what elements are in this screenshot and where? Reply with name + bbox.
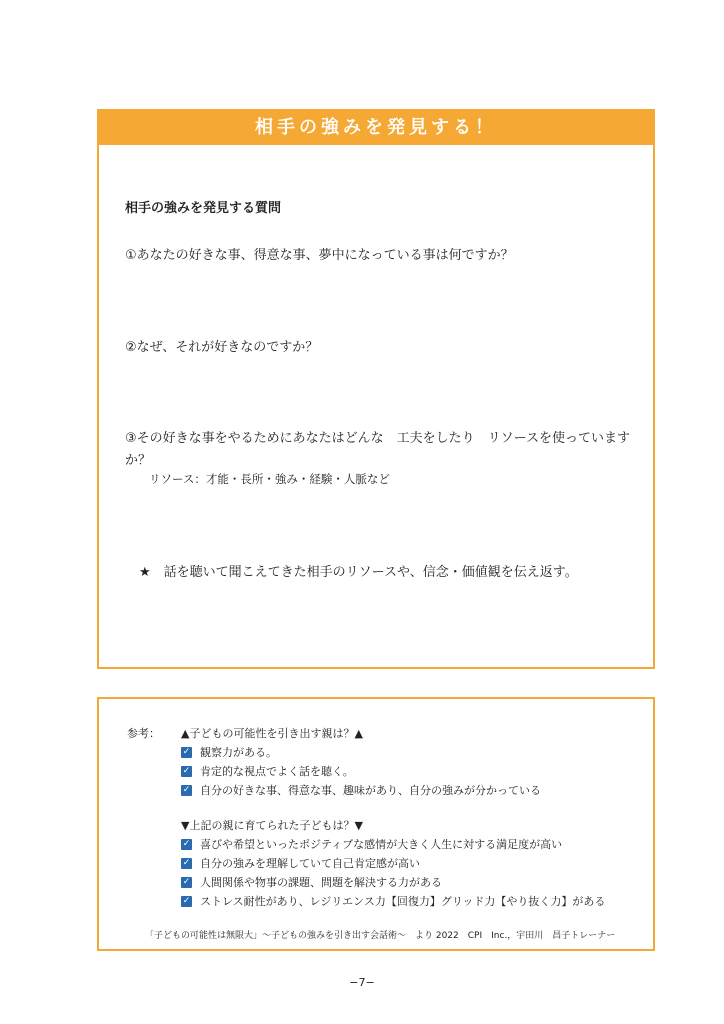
tip-text: ★ 話を聴いて聞こえてきた相手のリソースや、信念・価値観を伝え返す。 [139, 565, 578, 580]
checkbox-icon: ✓ [182, 895, 191, 906]
header-title: 相手の強みを発見する！ [255, 117, 497, 138]
checkbox-icon: ✓ [182, 784, 191, 795]
reference-label: 参考： [127, 727, 160, 740]
checkbox-icon: ✓ [182, 838, 191, 849]
section-title: 相手の強みを発見する質問 [125, 201, 282, 216]
citation: 「子どもの可能性は無限大」～子どもの強みを引き出す会話術～ より 2022 CPI Inc.，宇田川 昌子トレーナー [145, 931, 616, 941]
list-item: ✓ 観察力がある。 [182, 746, 277, 759]
reference-section-2-title: ▼上記の親に育てられた子どもは？▼ [181, 819, 363, 832]
list-item: ✓ 自分の好きな事、得意な事、趣味があり、自分の強みが分かっている [182, 784, 541, 797]
page-number: −7− [349, 976, 375, 989]
list-item: ✓ 肯定的な視点でよく話を聴く。 [182, 765, 354, 778]
checkbox-icon: ✓ [182, 765, 191, 776]
question-3-note: リソース：才能・長所・強み・経験・人脈など [149, 472, 390, 486]
list-item: ✓ 自分の強みを理解していて自己肯定感が高い [182, 857, 420, 870]
checkbox-icon: ✓ [182, 876, 191, 887]
checkbox-icon: ✓ [182, 857, 191, 868]
reference-box [97, 697, 655, 951]
list-item: ✓ ストレス耐性があり、レジリエンス力【回復力】グリッド力【やり抜く力】がある [182, 895, 606, 908]
list-item: ✓ 喜びや希望といったポジティブな感情が大きく人生に対する満足度が高い [182, 838, 563, 851]
reference-section-1-title: ▲子どもの可能性を引き出す親は？▲ [181, 727, 363, 740]
list-item: ✓ 人間関係や物事の課題、問題を解決する力がある [182, 876, 442, 889]
checkbox-icon: ✓ [182, 746, 191, 757]
question-1: ①あなたの好きな事、得意な事、夢中になっている事は何ですか？ [125, 248, 514, 263]
question-box [97, 109, 655, 669]
question-2: ②なぜ、それが好きなのですか？ [125, 340, 319, 355]
box-header [99, 111, 653, 145]
question-3: ③その好きな事をやるためにあなたはどんな 工夫をしたり リソースを使っていますか？ [125, 431, 631, 468]
